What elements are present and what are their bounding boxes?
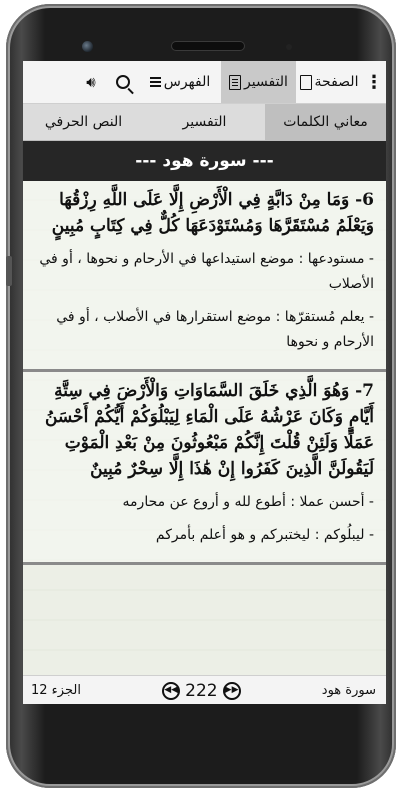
word-meaning-note: - يعلم مُستقرّها : موضع استقرارها في الأصلاب ، أو في الأرحام و نحوها	[56, 309, 374, 350]
verse-block	[23, 372, 386, 565]
phone-chin	[23, 708, 386, 788]
verse-text: 7- وَهُوَ الَّذِي خَلَقَ السَّمَاوَاتِ وَالْأَرْضَ فِي سِتَّةِ أَيَّامٍ وَكَانَ عَرْشُهُ عَلَى الْمَاءِ لِيَبْلُوَكُمْ أَيُّكُمْ أَحْسَنُ عَمَلًا وَلَئِنْ قُلْتَ إِنَّكُمْ مَبْعُوثُونَ مِنْ بَعْدِ الْمَوْتِ لَيَقُولَنَّ الَّذِينَ كَفَرُوا إِنْ هَٰذَا إِلَّا سِحْرٌ مُبِينٌ	[44, 381, 374, 479]
sura-header: --- سورة هود ---	[23, 141, 386, 181]
word-meaning-note: - مستودعها : موضع استيداعها في الأرحام و نحوها ، أو في الأصلاب	[39, 251, 374, 292]
search-button[interactable]	[107, 61, 139, 103]
front-camera	[82, 41, 93, 52]
index-label: الفهرس	[163, 74, 211, 90]
content-tabs	[23, 104, 386, 141]
list-icon	[150, 77, 161, 87]
page-view-button[interactable]	[296, 61, 362, 103]
tab-word-meanings[interactable]: معاني الكلمات	[265, 104, 386, 140]
page-icon	[300, 75, 312, 90]
sura-name-label: سورة هود	[321, 683, 376, 698]
tafsir-view-button[interactable]	[221, 61, 296, 103]
verse-block	[23, 181, 386, 372]
word-meaning-note: - أحسن عملا : أطوع لله و أروع عن محارمه	[122, 494, 374, 510]
speaker-icon: 🔊︎	[86, 73, 96, 91]
verse-text: 6- وَمَا مِنْ دَابَّةٍ فِي الْأَرْضِ إِلَّا عَلَى اللَّهِ رِزْقُهَا وَيَعْلَمُ مُسْتَقَرَّهَا وَمُسْتَوْدَعَهَا كُلٌّ فِي كِتَابٍ مُبِينٍ	[51, 190, 374, 236]
tafsir-view-label: التفسير	[244, 74, 288, 90]
more-vert-icon[interactable]: ⋮	[365, 71, 383, 93]
tafsir-content[interactable]	[23, 141, 386, 675]
page-navigator	[162, 681, 240, 701]
juz-label: الجزء 12	[31, 683, 81, 698]
index-button[interactable]	[139, 61, 221, 103]
page-view-label: الصفحة	[314, 74, 359, 90]
app-screen	[23, 61, 386, 704]
bottom-bar	[23, 675, 386, 704]
tafsir-icon	[229, 75, 241, 90]
tab-literal-text[interactable]: النص الحرفي	[44, 114, 123, 130]
page-number: 222	[185, 680, 218, 701]
tab-tafsir[interactable]: التفسير	[182, 114, 227, 130]
previous-page-icon[interactable]: ◀◀	[162, 682, 180, 700]
audio-button[interactable]	[75, 61, 107, 103]
earpiece-speaker	[172, 42, 244, 50]
next-page-icon[interactable]: ▶▶	[223, 682, 241, 700]
proximity-sensor	[286, 44, 292, 50]
search-icon	[116, 75, 130, 89]
volume-button	[6, 256, 12, 286]
top-toolbar	[23, 61, 386, 104]
word-meaning-note: - ليبلُوكم : ليختبركم و هو أعلم بأمركم	[155, 527, 374, 543]
